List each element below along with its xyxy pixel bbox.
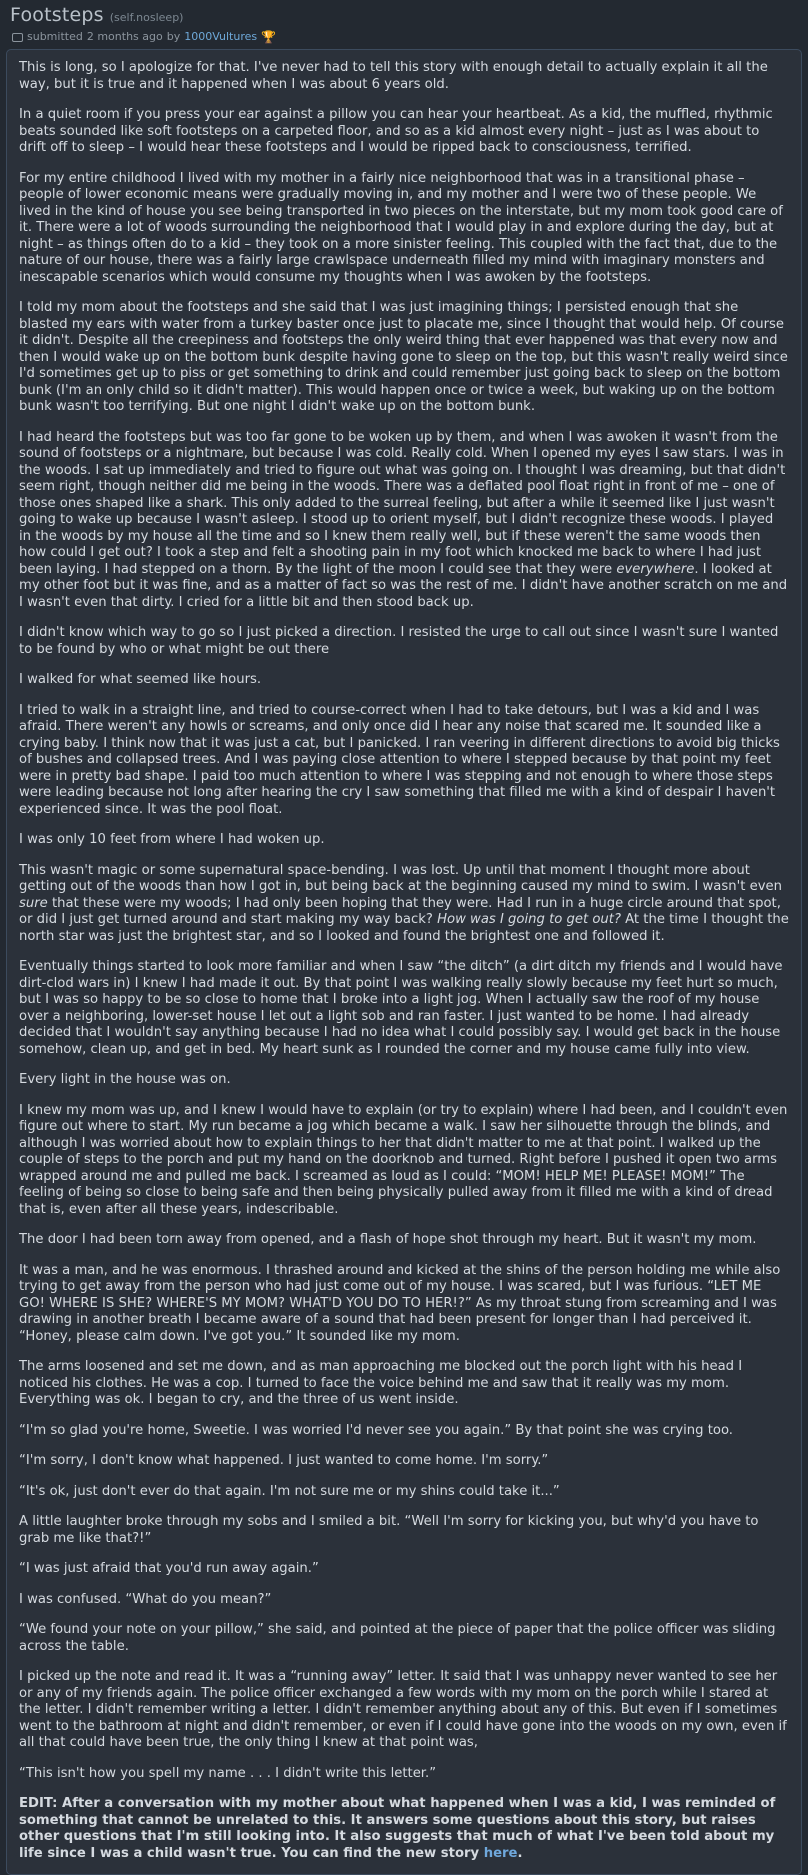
post-paragraph: I knew my mom was up, and I knew I would have to explain (or try to explain) where I had been, and I couldn't even figure out where to start. My run became a jog which became a walk. I saw her silhouette through the blinds, and although I was worried about how to explain things to her that didn't matter to me at that point. I walked up the couple of steps to the porch and put my hand on the doorknob and turned. Right before I pushed it open two arms wrapped around me and pulled me back. I screamed as loud as I could: “MOM! HELP ME! PLEASE! MOM!” The feeling of being so close to being safe and then being physically pulled away from it filled me with a kind of dread that is, even after all these years, indescribable. — [19, 1102, 788, 1217]
post-paragraph: This is long, so I apologize for that. I've never had to tell this story with enough detail to actually explain it all the way, but it is true and it happened when I was about 6 years old. — [19, 60, 768, 92]
trophy-icon: 🏆 — [261, 30, 277, 44]
post-paragraph: The arms loosened and set me down, and as man approaching me blocked out the porch light with his head I noticed his clothes. He was a cop. I turned to face the voice behind me and saw that it really was my mom. Everything was ok. I began to cry, and the three of us went inside. — [19, 1359, 743, 1407]
post-paragraph: Eventually things started to look more familiar and when I saw “the ditch” (a dirt ditch my friends and I would have dirt-clod wars in) I knew I had made it out. By that point I was walking really slowly because my feet hurt so much, but I was so happy to be so close to home that I broke into a light jog. When I actually saw the roof of my house over a neighboring, lower-set house I let out a light sob and ran faster. I just wanted to be home. I had already decided that I wouldn't say anything because I had no idea what I could possibly say. I would get back in the house somehow, clean up, and get in bed. My heart sunk as I rounded the corner and my house came fully into view. — [19, 959, 783, 1057]
post-paragraph: “I'm so glad you're home, Sweetie. I was worried I'd never see you again.” By that point she was crying too. — [19, 1422, 733, 1438]
post-paragraph-with-emphasis — [19, 863, 789, 946]
post-body — [6, 49, 802, 1875]
post-paragraph: I was confused. “What do you mean?” — [19, 1591, 272, 1607]
post-paragraph: “It's ok, just don't ever do that again. I'm not sure me or my shins could take it...” — [19, 1483, 560, 1499]
post-paragraph: A little laughter broke through my sobs and I smiled a bit. “Well I'm sorry for kicking you, but why'd you have to grab me like that?!” — [19, 1514, 759, 1546]
paragraph-part-a: I had heard the footsteps but was too far gone to be woken up by them, and when I was awoken it wasn't from the sound of footsteps or a nightmare, but because I was cold. Really cold. When I opened my eyes I saw stars. I was in the woods. I sat up immediately and tried to figure out what was going on. I thought I was dreaming, but that didn't seem right, though neither did me being in the woods. There was a deflated pool float right in front of me – one of those ones shaped like a shark. This only added to the surreal feeling, but after a while it seemed like I just wasn't going to wake up because I wasn't asleep. I stood up to orient myself, but I didn't recognize these woods. I played in the woods by my house all the time and so I knew them really well, but if these weren't the same woods then how could I get out? I took a step and felt a shooting pain in my foot which knocked me back to where I had just been laying. I had stepped on a thorn. By the light of the moon I could see that they were — [19, 429, 786, 577]
emphasis-sure: sure — [19, 895, 48, 911]
post-paragraph: In a quiet room if you press your ear against a pillow you can hear your heartbeat. As a kid, the muffled, rhythmic beats sounded like soft footsteps on a carpeted floor, and so as a kid almost every night – just as I was about to drift off to sleep – I would hear these footsteps and I would be ripped back to consciousness, terrified. — [19, 107, 773, 155]
emphasis-everywhere: everywhere — [616, 561, 695, 577]
page-title[interactable]: Footsteps — [10, 4, 104, 26]
meta-timestamp: 2 months ago — [86, 29, 163, 43]
paragraph-part-a: This wasn't magic or some supernatural space-bending. I was lost. Up until that moment I thought more about getting out of the woods than how I got in, but being back at the beginning caused my mind to swim. I wasn't even — [19, 862, 782, 894]
post-paragraph: I was only 10 feet from where I had woken up. — [19, 832, 325, 847]
title-line — [10, 4, 800, 26]
emphasis-question: How was I going to get out? — [437, 912, 621, 927]
subreddit-tag[interactable]: (self.nosleep) — [109, 11, 184, 24]
post-paragraph: I picked up the note and read it. It was a “running away” letter. It said that I was unhappy never wanted to see her or any of my friends again. The police officer exchanged a few words with my mom on the porch while I stared at the letter. I didn't remember writing a letter. I didn't remember anything about any of this. But even if I sometimes went to the bathroom at night and didn't remember, or even if I could have gone into the woods on my own, even if all that could have been true, the only thing I knew at that point was, — [19, 1669, 787, 1750]
meta-by-label: by — [166, 29, 181, 43]
post-paragraph: “I was just afraid that you'd run away again.” — [19, 1561, 319, 1576]
paragraph-part-c: At the time I thought the north star was just the brightest star, and so I looked and found the brightest one and followed it. — [19, 912, 789, 944]
post-paragraph: I tried to walk in a straight line, and tried to course-correct when I had to take detours, but I was a kid and I was afraid. There weren't any howls or screams, and only once did I hear any noise that scared me. It sounded like a crying baby. I think now that it was just a cat, but I panicked. I ran veering in different directions to avoid big thicks of bushes and collapsed trees. And I was paying close attention to where I stepped because by that point my feet were in pretty bad shape. I paid too much attention to where I was stepping and not enough to where those steps were leading because not long after hearing the cry I saw something that filled me with a kind of despair I haven't experienced since. It was the pool float. — [19, 702, 780, 817]
post-paragraph-with-emphasis — [19, 430, 789, 612]
post-header — [0, 0, 808, 45]
new-story-link[interactable]: here — [483, 1845, 518, 1861]
comment-icon — [12, 33, 23, 42]
post-paragraph: For my entire childhood I lived with my mother in a fairly nice neighborhood that was in a transitional phase – people of lower economic means were gradually moving in, and my mother and I were two of these people. We lived in the kind of house you see being transported in two pieces on the interstate, but my mom took good care of it. There were a lot of woods surrounding the neighborhood that I would play in and explore during the day, but at night – as things often do to a kid – they took on a more sinister feeling. This coupled with the fact that, due to the nature of our house, there was a fairly large crawlspace underneath filled my mind with imaginary monsters and inescapable scenarios which would consume my thoughts when I was awoken by the footsteps. — [19, 170, 783, 285]
post-paragraph: I walked for what seemed like hours. — [19, 672, 262, 687]
paragraph-part-b: that these were my woods; I had only been hoping that they were. Had I run in a huge circle around that spot, or did I just get turned around and start making my way back? — [19, 895, 781, 927]
post-paragraph: The door I had been torn away from opened, and a flash of hope shot through my heart. But it wasn't my mom. — [19, 1232, 757, 1247]
post-paragraph: “I'm sorry, I don't know what happened. I just wanted to come home. I'm sorry.” — [19, 1453, 549, 1468]
meta-submitted-label: submitted — [27, 29, 83, 43]
edit-note — [19, 1796, 789, 1862]
post-paragraph: “This isn't how you spell my name . . . I didn't write this letter.” — [19, 1765, 437, 1781]
post-paragraph: I didn't know which way to go so I just picked a direction. I resisted the urge to call out since I wasn't sure I wanted to be found by who or what might be out there — [19, 625, 779, 657]
post-paragraph: I told my mom about the footsteps and she said that I was just imagining things; I persisted enough that she blasted my ears with water from a turkey baster once just to placate me, since I thought that would help. Of course it didn't. Despite all the creepiness and footsteps the only weird thing that ever happened was that every now and then I would wake up on the bottom bunk despite having gone to sleep on the top, but this wasn't really weird since I'd sometimes get up to piss or get something to drink and could remember just going back to sleep on the bottom bunk (I'm an only child so it didn't matter). This would happen once or twice a week, but waking up on the bottom bunk wasn't too terrifying. But one night I didn't wake up on the bottom bunk. — [19, 300, 788, 414]
paragraph-part-b: . I looked at my other foot but it was fine, and as a matter of fact so was the rest of me. I didn't have another scratch on me and I wasn't even that dirty. I cried for a little bit and then stood back up. — [19, 561, 788, 610]
post-paragraph: Every light in the house was on. — [19, 1072, 231, 1087]
post-paragraph: “We found your note on your pillow,” she said, and pointed at the piece of paper that the police officer was sliding across the table. — [19, 1622, 776, 1654]
meta-author[interactable]: 1000Vultures — [184, 29, 258, 43]
post-paragraph: It was a man, and he was enormous. I thrashed around and kicked at the shins of the person holding me while also trying to get away from the person who had just come out of my house. I was scared, but I was furious. “LET ME GO! WHERE IS SHE? WHERE'S MY MOM? WHAT'D YOU DO TO HER!?” As my throat stung from screaming and I was drawing in another breath I became aware of a sound that had been present for longer than I had perceived it. “Honey, please calm down. I've got you.” It sounded like my mom. — [19, 1262, 781, 1344]
edit-note-suffix: . — [517, 1845, 523, 1861]
post-meta — [10, 29, 800, 43]
edit-note-text: EDIT: After a conversation with my mother about what happened when I was a kid, I was reminded of something that cannot be unrelated to this. It answers some questions about this story, but raises other questions that I'm still looking into. It also suggests that much of what I've been told about my life since I was a child wasn't true. You can find the new story — [19, 1796, 776, 1861]
